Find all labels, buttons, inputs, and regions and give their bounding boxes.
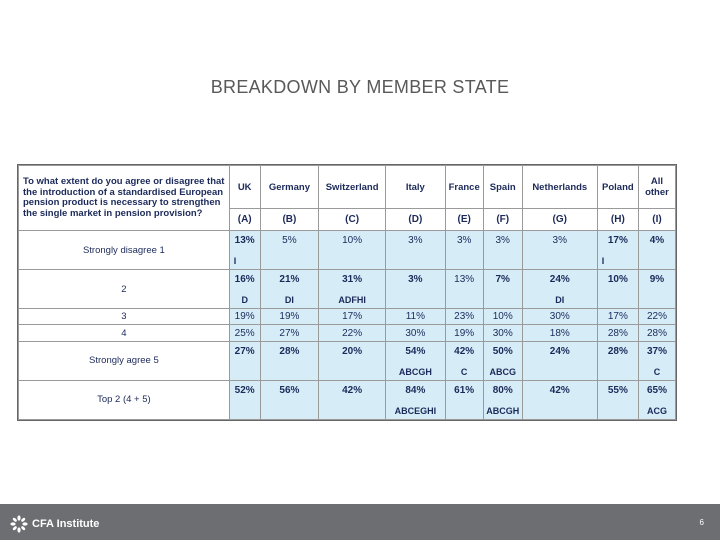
cell-value: 54%	[405, 345, 426, 357]
table-cell	[319, 270, 386, 309]
table-cell	[483, 341, 522, 380]
significance-letters	[523, 256, 597, 269]
table-cell	[483, 270, 522, 309]
table-cell: 17%	[319, 309, 386, 325]
logo-text: CFA Institute	[32, 518, 100, 530]
table-cell: 30%	[522, 309, 597, 325]
row-label: 4	[19, 325, 230, 341]
table-cell	[638, 341, 675, 380]
cell-value: 7%	[495, 274, 510, 286]
cell-value: 10%	[342, 235, 363, 246]
significance-letters	[598, 406, 638, 419]
table-cell: 27%	[260, 325, 319, 341]
column-letter: (D)	[386, 209, 446, 231]
table-cell: 19%	[445, 325, 483, 341]
cell-value: 5%	[282, 235, 297, 246]
table-row	[19, 341, 676, 380]
cell-value: 16%	[234, 274, 255, 286]
significance-letters	[230, 367, 260, 380]
column-letter: (I)	[638, 209, 675, 231]
cell-value: 24%	[549, 345, 570, 357]
cell-value: 4%	[649, 235, 665, 246]
cfa-emblem-icon	[10, 515, 28, 533]
cell-value: 28%	[279, 345, 300, 357]
significance-letters	[484, 256, 522, 269]
cell-value: 31%	[342, 274, 363, 286]
cell-value: 65%	[646, 384, 667, 396]
table-cell	[445, 380, 483, 419]
cell-value: 3%	[408, 274, 423, 286]
column-header: France	[445, 166, 483, 209]
table-cell: 17%	[597, 309, 638, 325]
table-cell	[229, 231, 260, 270]
row-label: 2	[19, 270, 230, 309]
table-cell	[319, 380, 386, 419]
table-cell: 22%	[638, 309, 675, 325]
table-cell: 25%	[229, 325, 260, 341]
table-cell	[229, 341, 260, 380]
cell-value: 21%	[279, 274, 300, 286]
table-cell	[483, 231, 522, 270]
table-cell: 18%	[522, 325, 597, 341]
table-cell: 10%	[483, 309, 522, 325]
cell-value: 17%	[607, 235, 628, 246]
column-letter: (C)	[319, 209, 386, 231]
column-header: Germany	[260, 166, 319, 209]
column-header: Spain	[483, 166, 522, 209]
significance-letters: D	[241, 295, 248, 306]
cell-value: 3%	[408, 235, 423, 246]
column-header: Netherlands	[522, 166, 597, 209]
significance-letters: ACG	[646, 406, 667, 416]
table-cell	[638, 231, 675, 270]
significance-letters	[446, 295, 483, 308]
cell-value: 61%	[454, 384, 475, 396]
significance-letters	[639, 295, 675, 308]
cell-value: 3%	[456, 235, 472, 246]
table-cell	[260, 380, 319, 419]
table-cell	[483, 380, 522, 419]
table-cell	[319, 231, 386, 270]
table-cell	[229, 380, 260, 419]
significance-letters	[261, 367, 319, 380]
table-cell	[445, 270, 483, 309]
significance-letters	[598, 295, 638, 308]
significance-letters	[319, 406, 385, 419]
table-cell	[386, 341, 446, 380]
table-cell: 11%	[386, 309, 446, 325]
row-label: 3	[19, 309, 230, 325]
table-cell	[319, 341, 386, 380]
significance-letters	[386, 256, 445, 269]
cell-value: 55%	[607, 384, 628, 396]
significance-letters: DI	[284, 295, 294, 306]
cell-value: 84%	[405, 384, 426, 396]
significance-letters: I	[233, 256, 237, 267]
table-cell	[445, 231, 483, 270]
table-cell: 30%	[386, 325, 446, 341]
column-header: Switzerland	[319, 166, 386, 209]
table-cell	[522, 231, 597, 270]
page-title: BREAKDOWN BY MEMBER STATE	[210, 77, 510, 97]
cell-value: 24%	[549, 274, 570, 286]
cell-value: 42%	[342, 384, 363, 396]
table-cell	[638, 380, 675, 419]
column-header: Poland	[597, 166, 638, 209]
column-letter: (B)	[260, 209, 319, 231]
cell-value: 10%	[607, 274, 628, 286]
table-row	[19, 270, 676, 309]
table-cell: 19%	[260, 309, 319, 325]
significance-letters	[230, 406, 260, 419]
table-cell	[597, 270, 638, 309]
significance-letters: ABCGH	[398, 366, 432, 377]
table-cell	[260, 231, 319, 270]
table-cell: 22%	[319, 325, 386, 341]
table-cell	[638, 270, 675, 309]
table-cell	[229, 270, 260, 309]
cell-value: 3%	[552, 235, 567, 246]
question-header: To what extent do you agree or disagree that the introduction of a standardised European pension product is necessary to strengthen the single market in pension provision?	[19, 166, 230, 231]
significance-letters	[261, 256, 319, 269]
page-number: 6	[699, 518, 704, 527]
significance-letters	[319, 256, 385, 269]
cell-value: 13%	[454, 274, 475, 286]
cell-value: 42%	[549, 384, 570, 396]
table-cell	[597, 341, 638, 380]
column-letter: (F)	[483, 209, 522, 231]
cell-value: 20%	[342, 345, 363, 357]
table-cell	[522, 380, 597, 419]
table-cell	[445, 341, 483, 380]
significance-letters	[319, 367, 385, 380]
cell-value: 50%	[492, 345, 513, 357]
cell-value: 37%	[646, 345, 667, 357]
table-row	[19, 380, 676, 419]
significance-letters: ABCEGHI	[394, 406, 437, 416]
table-cell: 28%	[638, 325, 675, 341]
significance-letters: I	[601, 256, 605, 267]
column-letter: (E)	[445, 209, 483, 231]
row-label: Strongly disagree 1	[19, 231, 230, 270]
column-header: All other	[638, 166, 675, 209]
table-cell	[386, 270, 446, 309]
significance-letters	[446, 256, 483, 269]
significance-letters: ADFHI	[338, 295, 366, 306]
cell-value: 27%	[234, 345, 255, 357]
table-row	[19, 231, 676, 270]
significance-letters	[484, 295, 522, 308]
significance-letters: ABCGH	[486, 406, 520, 416]
cell-value: 80%	[492, 384, 513, 396]
table-row	[19, 325, 676, 341]
table-row	[19, 309, 676, 325]
footer-bar	[0, 504, 720, 540]
table-cell	[522, 270, 597, 309]
table-cell: 19%	[229, 309, 260, 325]
cell-value: 56%	[279, 384, 300, 396]
column-header: UK	[229, 166, 260, 209]
cell-value: 28%	[607, 345, 628, 357]
cell-value: 13%	[234, 235, 255, 246]
table-cell	[386, 380, 446, 419]
row-label: Strongly agree 5	[19, 341, 230, 380]
table-cell	[386, 231, 446, 270]
significance-letters: C	[653, 366, 661, 377]
significance-letters	[523, 406, 597, 419]
significance-letters	[523, 367, 597, 380]
column-letter: (H)	[597, 209, 638, 231]
significance-letters	[446, 406, 483, 419]
member-state-table	[17, 164, 677, 421]
table-cell	[260, 341, 319, 380]
significance-letters	[261, 406, 319, 419]
cell-value: 42%	[454, 345, 475, 357]
significance-letters	[386, 295, 445, 308]
table-cell	[597, 231, 638, 270]
significance-letters: ABCG	[489, 366, 516, 377]
table-cell: 30%	[483, 325, 522, 341]
table-cell: 28%	[597, 325, 638, 341]
table-cell	[522, 341, 597, 380]
cell-value: 9%	[649, 274, 665, 286]
cell-value: 52%	[234, 384, 255, 396]
column-letter: (G)	[522, 209, 597, 231]
cfa-logo	[10, 515, 99, 533]
significance-letters: DI	[555, 295, 565, 306]
table-cell: 23%	[445, 309, 483, 325]
significance-letters: C	[460, 366, 468, 377]
table-cell	[260, 270, 319, 309]
row-label: Top 2 (4 + 5)	[19, 380, 230, 419]
cell-value: 3%	[495, 235, 510, 246]
significance-letters	[639, 256, 675, 269]
column-header: Italy	[386, 166, 446, 209]
table-cell	[597, 380, 638, 419]
significance-letters	[598, 367, 638, 380]
column-letter: (A)	[229, 209, 260, 231]
